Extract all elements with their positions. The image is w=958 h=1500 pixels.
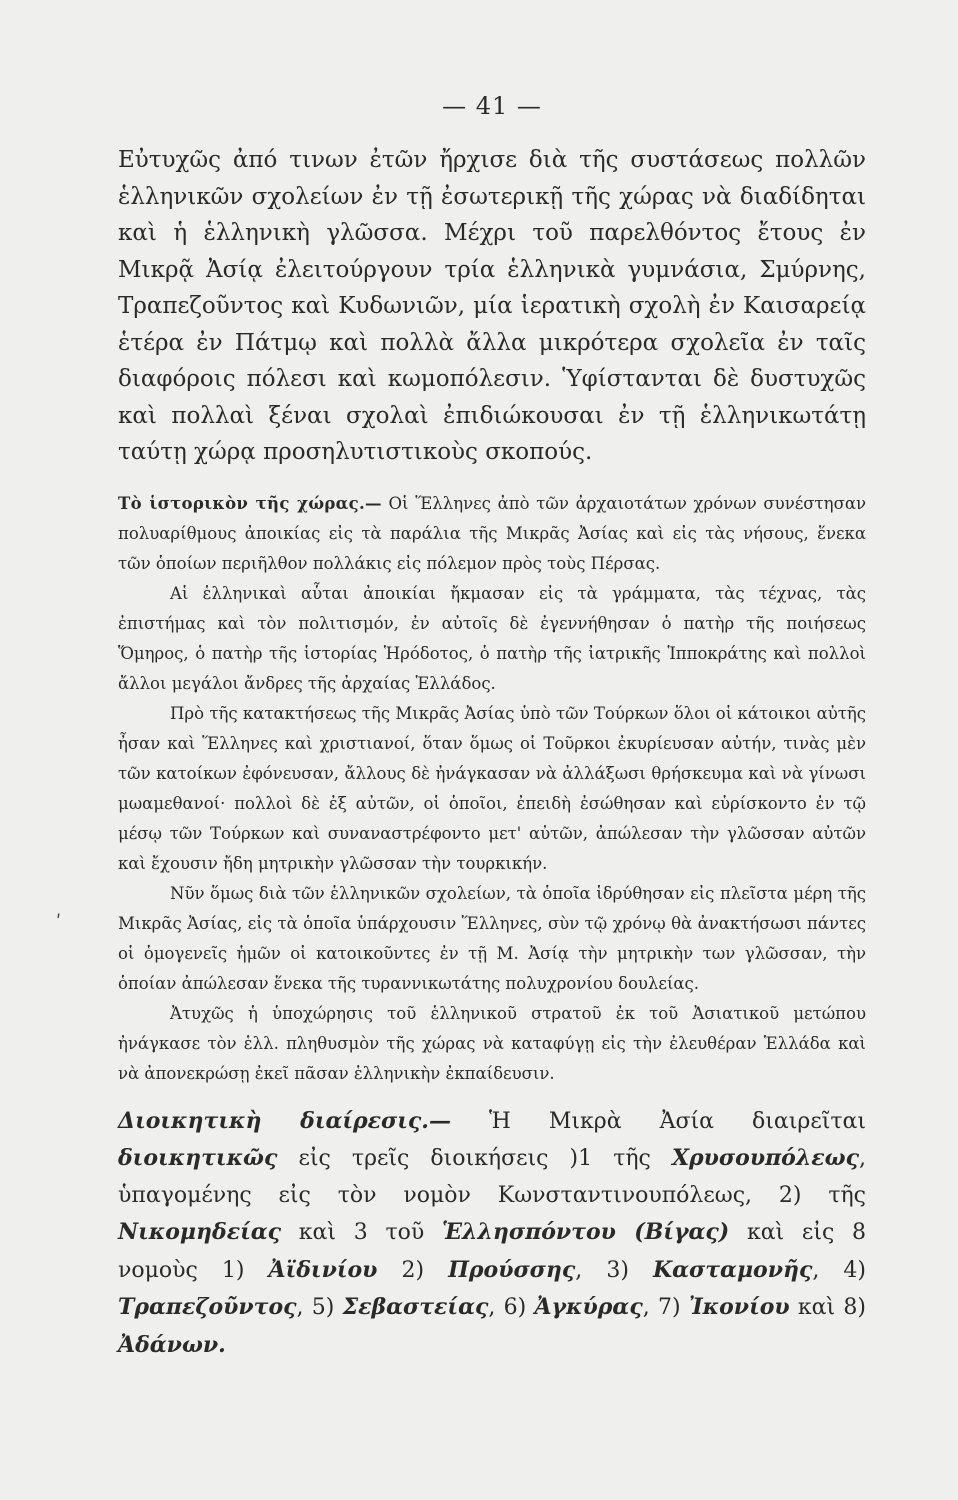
admin-term-8: Τραπεζοῦντος [118,1294,297,1320]
admin-text-5: καὶ εἰς 8 νομοὺς 1) [118,1220,867,1283]
admin-term-10: Ἀγκύρας [534,1294,643,1320]
margin-tick-mark: ʹ [56,912,62,933]
history-paragraph-1 [118,489,866,579]
admin-term-9: Σεβαστείας [342,1294,489,1320]
history-paragraph-3: Πρὸ τῆς κατακτήσεως τῆς Μικρᾶς Ἀσίας ὑπὸ τῶν Τούρκων ὅλοι οἱ κάτοικοι αὐτῆς ἦσαν καὶ Ἕλληνες καὶ χριστιανοί, ὅταν ὅμως οἱ Τοῦρκοι ἐκυρίευσαν αὐτήν, τινὰς μὲν τῶν κατοίκων ἐφόνευσαν, ἄλλους δὲ ἠνάγκασαν νὰ ἀλλάξωσι θρήσκευμα καὶ νὰ γίνωσι μωαμεθανοί· πολλοὶ δὲ ἐξ αὐτῶν, οἱ ὁποῖοι, ἐπειδὴ ἐσώθησαν καὶ εὑρίσκοντο ἐν τῷ μέσῳ τῶν Τούρκων καὶ συναναστρέφοντο μετ' αὐτῶν, ἀπώλεσαν τὴν γλῶσσαν αὐτῶν καὶ ἔχουσιν ἤδη μητρικὴν γλῶσσαν τὴν τουρκικήν. [118,703,866,873]
admin-term-3: Νικομηδείας [118,1219,282,1245]
admin-term-1: διοικητικῶς [118,1145,278,1171]
history-paragraph-4: Νῦν ὅμως διὰ τῶν ἑλληνικῶν σχολείων, τὰ ὁποῖα ἱδρύθησαν εἰς πλεῖστα μέρη τῆς Μικρᾶς Ἀσίας, εἰς τὰ ὁποῖα ὑπάρχουσιν Ἕλληνες, σὺν τῷ χρόνῳ θὰ ἀνακτήσωσι πάντες οἱ ὁμογενεῖς ἡμῶν οἱ κατοικοῦντες ἐν τῇ Μ. Ἀσίᾳ τὴν μητρικὴν των γλῶσσαν, τὴν ὁποίαν ἀπώλεσαν ἕνεκα τῆς τυραννικωτάτης πολυχρονίου δουλείας. [118,883,866,993]
history-p1-text: Οἱ Ἕλληνες ἀπὸ τῶν ἀρχαιοτάτων χρόνων συνέστησαν πολυαρίθμους ἀποικίας εἰς τὰ παράλια τῆς Μικρᾶς Ἀσίας καὶ εἰς τὰς νήσους, ἕνεκα τῶν ὁποίων περιῆλθον πολλάκις εἰς πόλεμον πρὸς τοὺς Πέρσας. [118,493,867,573]
admin-text-2: εἰς τρεῖς διοικήσεις )1 τῆς [298,1146,651,1171]
admin-term-12: Ἀδάνων. [118,1331,226,1358]
admin-term-2: Χρυσουπόλεως [671,1145,859,1171]
admin-text-6: 2) [401,1257,425,1283]
admin-term-11: Ἰκονίου [688,1294,790,1320]
admin-text-1: Ἡ Μικρὰ Ἀσία διαιρεῖται [489,1108,867,1134]
admin-paragraph [118,1103,866,1365]
admin-term-5: Ἀϊδινίου [268,1256,378,1283]
intro-paragraph: Εὐτυχῶς ἀπό τινων ἐτῶν ἤρχισε διὰ τῆς συστάσεως πολλῶν ἑλληνικῶν σχολείων ἐν τῇ ἐσωτερικῇ τῆς χώρας νὰ διαδίδηται καὶ ἡ ἑλληνικὴ γλῶσσα. Μέχρι τοῦ παρελθόντος ἔτους ἐν Μικρᾷ Ἀσίᾳ ἐλειτούργουν τρία ἑλληνικὰ γυμνάσια, Σμύρνης, Τραπεζοῦντος καὶ Κυδωνιῶν, μία ἱερατικὴ σχολὴ ἐν Καισαρείᾳ ἑτέρα ἐν Πάτμῳ καὶ πολλὰ ἄλλα μικρότερα σχολεῖα ἐν ταῖς διαφόροις πόλεσι καὶ κωμοπόλεσιν. Ὑφίστανται δὲ δυστυχῶς καὶ πολλαὶ ξέναι σχολαὶ ἐπιδιώκουσαι ἐν τῇ ἑλληνικωτάτῃ ταύτῃ χώρᾳ προσηλυτιστικοὺς σκοπούς. [118,147,866,465]
admin-text-9: , 5) [296,1295,335,1320]
history-paragraph-5: Ἀτυχῶς ἡ ὑποχώρησις τοῦ ἑλληνικοῦ στρατοῦ ἐκ τοῦ Ἀσιατικοῦ μετώπου ἠνάγκασε τὸν ἑλλ. πληθυσμὸν τῆς χώρας νὰ καταφύγῃ εἰς τὴν ἐλευθέραν Ἑλλάδα καὶ νὰ ἀπονεκρώσῃ ἐκεῖ πᾶσαν ἑλληνικὴν ἐκπαίδευσιν. [118,1003,866,1083]
history-heading: Τὸ ἱστορικὸν τῆς χώρας.— [118,493,382,513]
admin-text-4: καὶ 3 τοῦ [298,1220,425,1245]
admin-heading: Διοικητικὴ διαίρεσις.— [118,1107,451,1134]
admin-text-10: , 6) [488,1295,527,1320]
admin-term-6: Προύσσης [448,1256,576,1283]
admin-section [118,1103,866,1365]
admin-text-7: , 3) [575,1257,629,1283]
history-section [118,489,866,1089]
page-number: — 41 — [442,92,542,120]
admin-term-4: Ἑλλησπόντου (Βίγας) [442,1219,730,1245]
intro-section [118,142,866,471]
history-paragraph-2: Αἱ ἑλληνικαὶ αὗται ἀποικίαι ἤκμασαν εἰς τὰ γράμματα, τὰς τέχνας, τὰς ἐπιστήμας καὶ τὸν πολιτισμόν, ἐν αὐτοῖς δὲ ἐγεννήθησαν ὁ πατὴρ τῆς ποιήσεως Ὅμηρος, ὁ πατὴρ τῆς ἱστορίας Ἡρόδοτος, ὁ πατὴρ τῆς ἰατρικῆς Ἱπποκράτης καὶ πολλοὶ ἄλλοι μεγάλοι ἄνδρες τῆς ἀρχαίας Ἑλλάδος. [118,583,866,693]
admin-text-12: καὶ 8) [797,1295,866,1320]
admin-text-11: , 7) [642,1295,681,1320]
admin-text-8: , 4) [812,1257,866,1283]
admin-term-7: Κασταμονῆς [652,1256,813,1283]
admin-text-3: , ὑπαγομένης εἰς τὸν νομὸν Κωνσταντινουπόλεως, 2) τῆς [118,1146,866,1208]
